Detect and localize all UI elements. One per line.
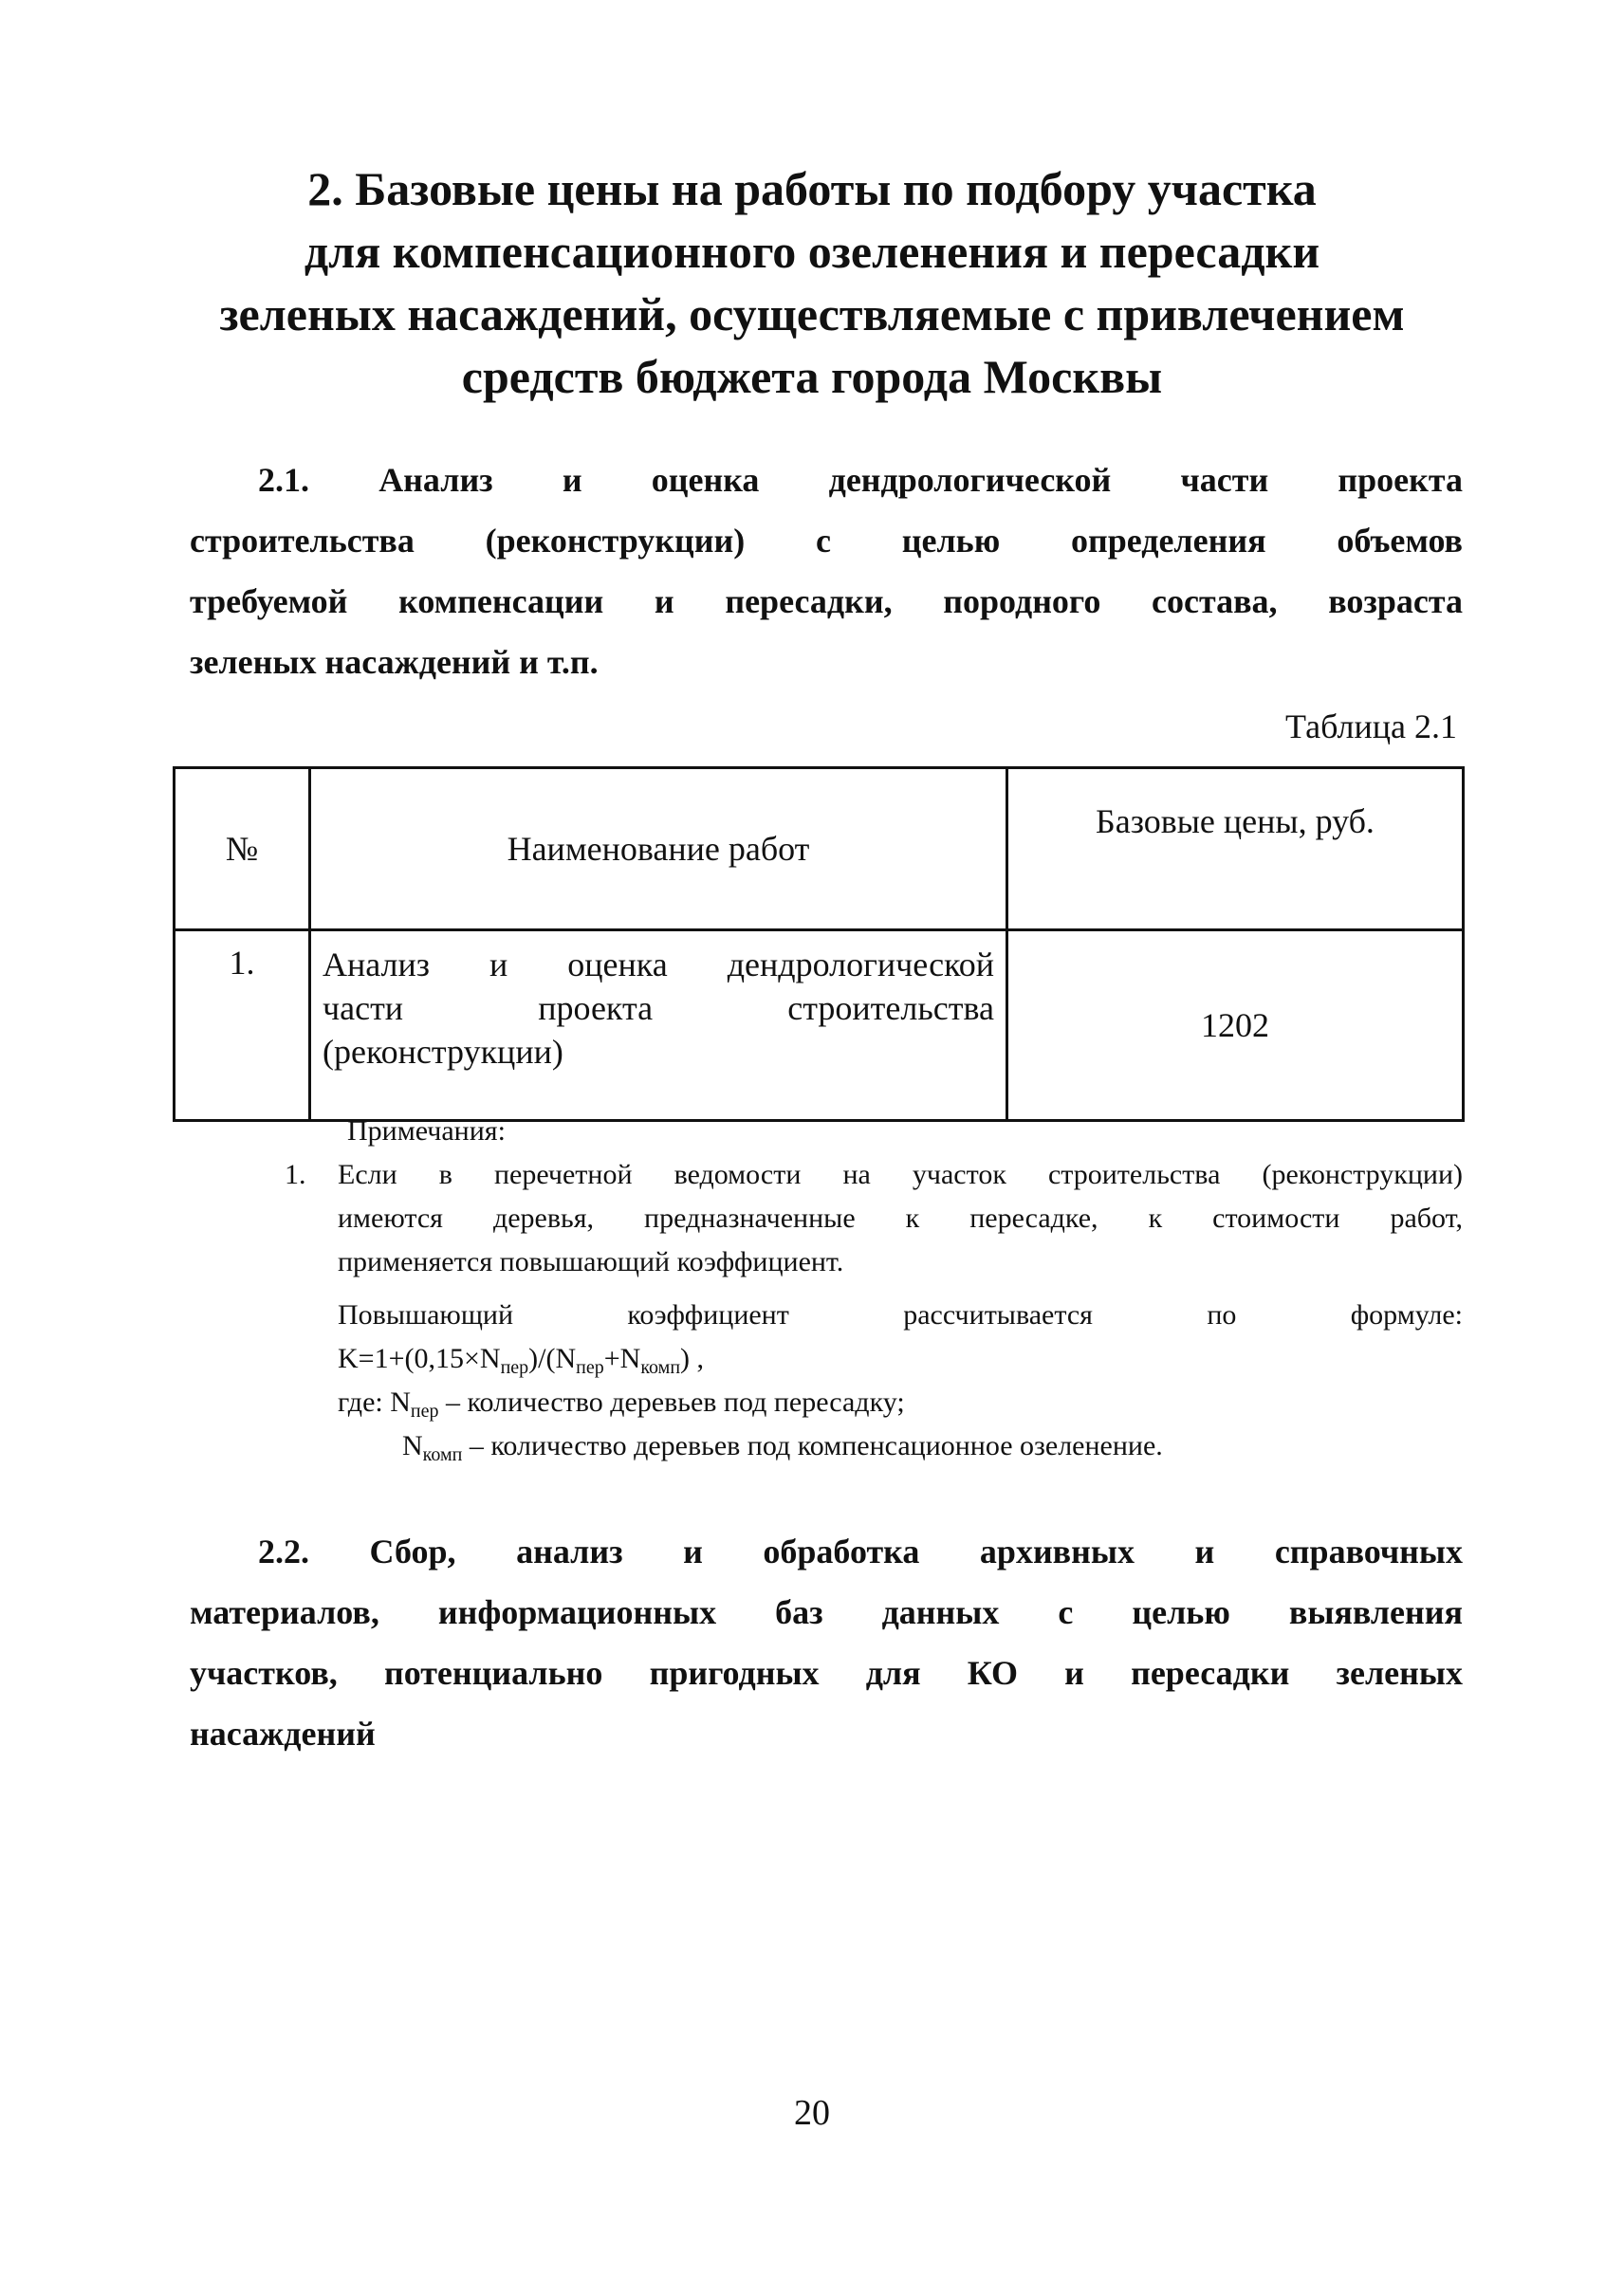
notes-title: Примечания: bbox=[347, 1115, 506, 1147]
subsection-line: насаждений bbox=[190, 1715, 376, 1753]
subsection-line: строительства (реконструкции) с целью определения объемов bbox=[190, 522, 1463, 560]
subsection-line: участков, потенциально пригодных для КО и пересадки зеленых bbox=[190, 1654, 1463, 1692]
header-num: № bbox=[175, 768, 310, 930]
heading-line: 2. Базовые цены на работы по подбору участка bbox=[307, 162, 1317, 215]
coefficient-formula: $K=1+(0,15\times N_{пер})/(N_{пер}+N_{комп})$ , bbox=[338, 1343, 705, 1378]
note-line: имеются деревья, предназначенные к пересадке, к стоимости работ, bbox=[338, 1203, 1463, 1234]
formula-definition: $N_{комп}$ – количество деревьев под компенсационное озеленение. bbox=[402, 1430, 1163, 1465]
table-header-row bbox=[175, 768, 1464, 930]
header-name: Наименование работ bbox=[310, 768, 1007, 930]
note-number: 1. bbox=[285, 1159, 306, 1190]
table-caption: Таблица 2.1 bbox=[1285, 707, 1457, 745]
row-name-line: части проекта строительства bbox=[323, 989, 994, 1027]
note-line: Повышающий коэффициент рассчитывается по формуле: bbox=[338, 1299, 1463, 1331]
row-num: 1. bbox=[175, 930, 310, 1121]
heading-line: зеленых насаждений, осуществляемые с привлечением bbox=[219, 287, 1405, 340]
heading-line: для компенсационного озеленения и пересадки bbox=[304, 225, 1320, 278]
notes-block bbox=[285, 1110, 1463, 1468]
section-heading bbox=[161, 157, 1463, 408]
subsection-line: требуемой компенсации и пересадки, породного состава, возраста bbox=[190, 582, 1463, 620]
row-name-line: (реконструкции) bbox=[323, 1033, 563, 1071]
subsection-line: зеленых насаждений и т.п. bbox=[190, 643, 599, 681]
page-number: 20 bbox=[794, 2093, 830, 2133]
note-body bbox=[338, 1153, 1463, 1468]
table-row bbox=[175, 930, 1464, 1121]
subsection-2-1-title bbox=[190, 450, 1463, 692]
price-table bbox=[173, 766, 1465, 1122]
row-price: 1202 bbox=[1007, 930, 1464, 1121]
subsection-line: 2.2. Сбор, анализ и обработка архивных и справочных bbox=[258, 1533, 1463, 1570]
heading-line: средств бюджета города Москвы bbox=[461, 350, 1163, 403]
header-price: Базовые цены, руб. bbox=[1007, 768, 1464, 930]
row-name-line: Анализ и оценка дендрологической bbox=[323, 946, 994, 983]
subsection-line: 2.1. Анализ и оценка дендрологической части проекта bbox=[258, 461, 1463, 499]
note-line: Если в перечетной ведомости на участок строительства (реконструкции) bbox=[338, 1159, 1463, 1190]
note-line: применяется повышающий коэффициент. bbox=[338, 1246, 844, 1277]
formula-definition: где: $N_{пер}$ – количество деревьев под пересадку; bbox=[338, 1387, 905, 1422]
row-name bbox=[310, 930, 1007, 1121]
subsection-line: материалов, информационных баз данных с целью выявления bbox=[190, 1593, 1463, 1631]
subsection-2-2-title bbox=[190, 1521, 1463, 1764]
note-item bbox=[285, 1153, 1463, 1468]
